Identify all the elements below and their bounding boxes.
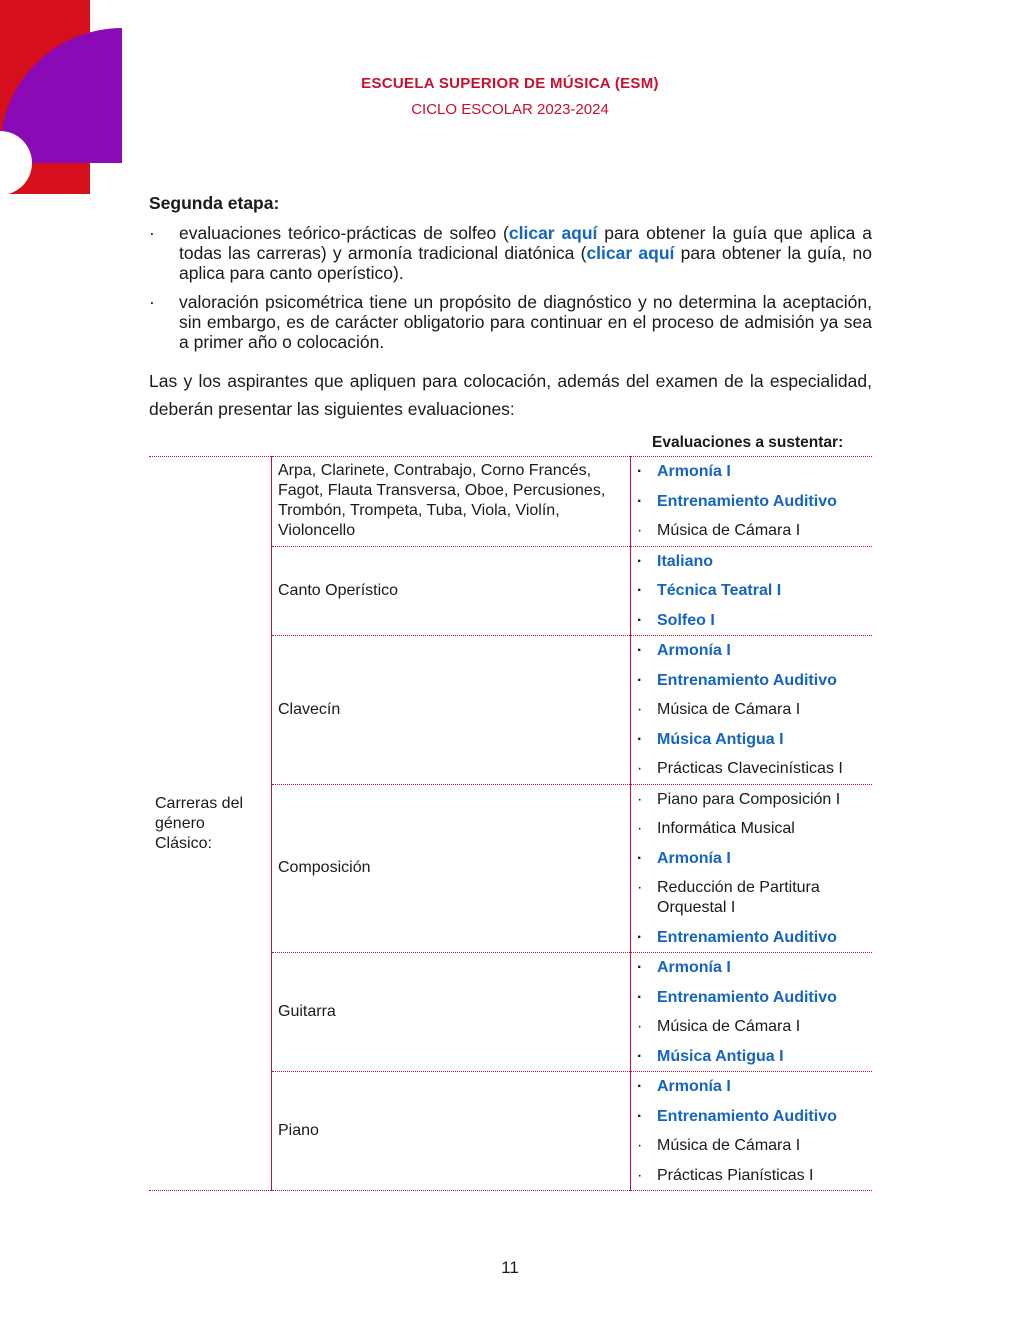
evaluation-item: · Prácticas Clavecinísticas I bbox=[637, 754, 872, 784]
section-title: Segunda etapa: bbox=[149, 193, 280, 213]
evaluation-cell bbox=[631, 784, 873, 953]
evaluation-list bbox=[637, 457, 872, 546]
evaluation-link[interactable]: · Entrenamiento Auditivo bbox=[637, 487, 872, 517]
bullet-psicometrica: · valoración psicométrica tiene un propósito de diagnóstico y no determina la aceptación, sin embargo, es de carácter obligatorio para continuar en el proceso de admisión ya sea a primer año o colocación. bbox=[149, 292, 872, 352]
evaluation-cell bbox=[631, 953, 873, 1072]
stage-bullet-list bbox=[149, 223, 872, 361]
evaluation-item: · Música de Cámara I bbox=[637, 1012, 872, 1042]
evaluation-cell bbox=[631, 1072, 873, 1191]
evaluation-cell bbox=[631, 546, 873, 636]
evaluation-link[interactable]: · Armonía I bbox=[637, 1072, 872, 1102]
career-name: Clavecín bbox=[272, 636, 631, 785]
career-name: Piano bbox=[272, 1072, 631, 1191]
evaluation-link[interactable]: · Música Antigua I bbox=[637, 1042, 872, 1072]
evaluation-link[interactable]: · Armonía I bbox=[637, 953, 872, 983]
evaluation-item: · Piano para Composición I bbox=[637, 785, 872, 815]
bullet-evaluaciones bbox=[149, 223, 872, 283]
evaluation-link[interactable]: · Armonía I bbox=[637, 457, 872, 487]
evaluation-item: · Música de Cámara I bbox=[637, 695, 872, 725]
page-number: 11 bbox=[501, 1258, 519, 1277]
career-name: Guitarra bbox=[272, 953, 631, 1072]
school-title: ESCUELA SUPERIOR DE MÚSICA (ESM) bbox=[361, 75, 659, 92]
evaluation-item: · Prácticas Pianísticas I bbox=[637, 1161, 872, 1191]
evaluation-list bbox=[637, 1072, 872, 1190]
bullet-text: para obtener la guía, no aplica para canto operístico). bbox=[179, 243, 872, 283]
evaluation-link[interactable]: · Música Antigua I bbox=[637, 725, 872, 755]
career-name: Arpa, Clarinete, Contrabajo, Corno Francés, Fagot, Flauta Transversa, Oboe, Percusiones, Trombón, Trompeta, Tuba, Viola, Violín, Violoncello bbox=[272, 457, 631, 547]
corner-decoration bbox=[0, 0, 122, 194]
evaluation-link[interactable]: · Entrenamiento Auditivo bbox=[637, 923, 872, 953]
evaluations-table bbox=[149, 456, 872, 1191]
evaluation-cell bbox=[631, 636, 873, 785]
career-name: Canto Operístico bbox=[272, 546, 631, 636]
evaluation-link[interactable]: · Entrenamiento Auditivo bbox=[637, 666, 872, 696]
bullet-text: evaluaciones teórico-prácticas de solfeo ( bbox=[179, 223, 509, 243]
intro-paragraph: Las y los aspirantes que apliquen para colocación, además del examen de la especialidad, deberán presentar las siguientes evaluaciones: bbox=[149, 371, 872, 419]
evaluation-list bbox=[637, 636, 872, 784]
evaluation-item: · Música de Cámara I bbox=[637, 516, 872, 546]
evaluation-link[interactable]: · Armonía I bbox=[637, 636, 872, 666]
evaluation-cell bbox=[631, 457, 873, 547]
evaluation-item: · Informática Musical bbox=[637, 814, 872, 844]
evaluation-list bbox=[637, 547, 872, 636]
evaluation-link[interactable]: · Italiano bbox=[637, 547, 872, 577]
genre-label: Carreras del género Clásico: bbox=[149, 457, 272, 1191]
bullet-text: para obtener la guía que aplica a todas las carreras) y armonía tradicional diatónica ( bbox=[179, 223, 872, 263]
career-name: Composición bbox=[272, 784, 631, 953]
evaluation-item: · Reducción de Partitura Orquestal I bbox=[637, 873, 872, 923]
guide-link-armonia[interactable]: clicar aquí bbox=[586, 243, 675, 263]
evaluation-link[interactable]: · Entrenamiento Auditivo bbox=[637, 983, 872, 1013]
evaluation-link[interactable]: · Solfeo I bbox=[637, 606, 872, 636]
table-row bbox=[149, 457, 872, 547]
evaluation-link[interactable]: · Técnica Teatral I bbox=[637, 576, 872, 606]
evaluation-link[interactable]: · Armonía I bbox=[637, 844, 872, 874]
school-cycle: CICLO ESCOLAR 2023-2024 bbox=[411, 101, 609, 118]
table-header: Evaluaciones a sustentar: bbox=[652, 434, 844, 451]
guide-link-solfeo[interactable]: clicar aquí bbox=[508, 223, 598, 243]
evaluation-item: · Música de Cámara I bbox=[637, 1131, 872, 1161]
evaluation-link[interactable]: · Entrenamiento Auditivo bbox=[637, 1102, 872, 1132]
evaluation-list bbox=[637, 953, 872, 1071]
evaluation-list bbox=[637, 785, 872, 953]
